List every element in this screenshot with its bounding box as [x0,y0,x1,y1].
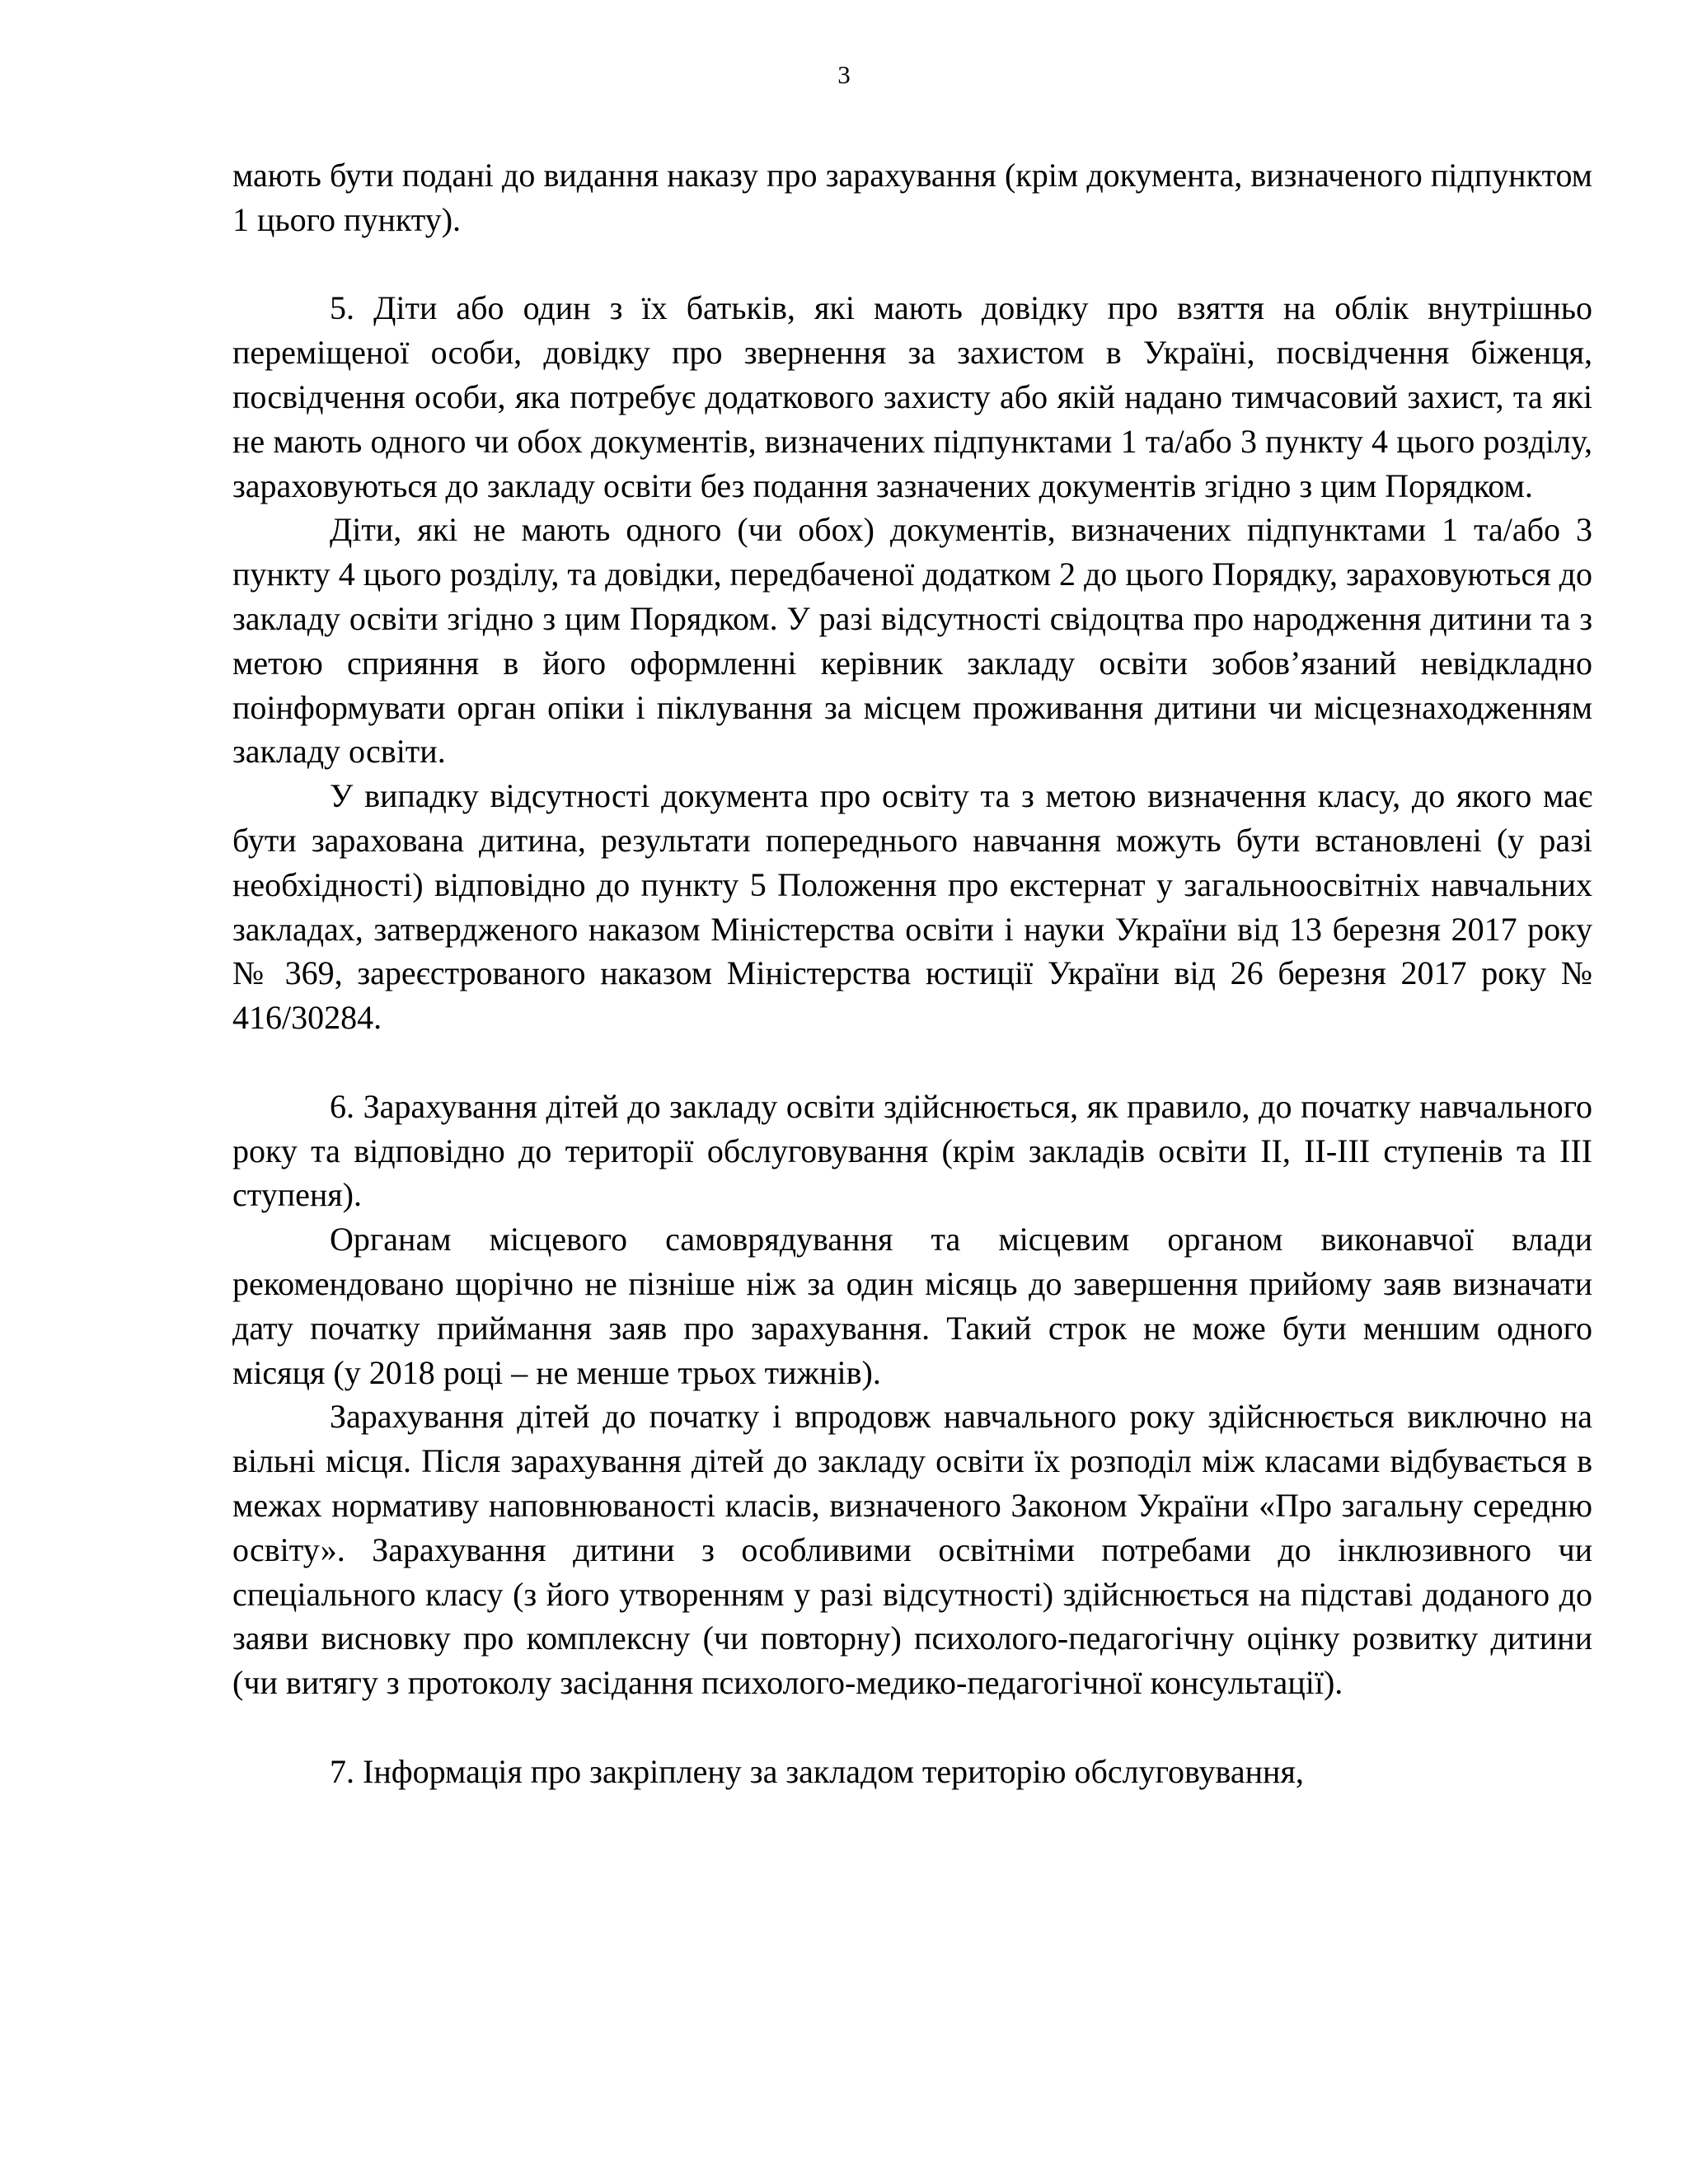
document-body [232,153,1592,1793]
paragraph-item-5: 5. Діти або один з їх батьків, які мають довідку про взяття на облік внутрішньо переміщеної особи, довідку про звернення за захистом в Україні, посвідчення біженця, посвідчення особи, яка потребує додаткового захисту або якій надано тимчасовий захист, та які не мають одного чи обох документів, визначених підпунктами 1 та/або 3 пункту 4 цього розділу, зараховуються до закладу освіти без подання зазначених документів згідно з цим Порядком. [232,289,1592,504]
paragraph-item-5-children-without-documents: Діти, які не мають одного (чи обох) документів, визначених підпунктами 1 та/або 3 пункту 4 цього розділу, та довідки, передбаченої додатком 2 до цього Порядку, зараховуються до закладу освіти згідно з цим Порядком. У разі відсутності свідоцтва про народження дитини та з метою сприяння в його оформленні керівник закладу освіти зобов’язаний невідкладно поінформувати орган опіки і піклування за місцем проживання дитини чи місцезнаходженням закладу освіти. [232,511,1592,771]
paragraph-item-6: 6. Зарахування дітей до закладу освіти здійснюється, як правило, до початку навчального року та відповідно до території обслуговування (крім закладів освіти II, II-III ступенів та III ступеня). [232,1087,1592,1214]
paragraph-item-5-no-education-document: У випадку відсутності документа про освіту та з метою визначення класу, до якого має бути зарахована дитина, результати попереднього навчання можуть бути встановлені (у разі необхідності) відповідно до пункту 5 Положення про екстернат у загальноосвітніх навчальних закладах, затвердженого наказом Міністерства освіти і науки України від 13 березня 2017 року № 369, зареєстрованого наказом Міністерства юстиції України від 26 березня 2017 року № 416/30284. [232,777,1592,1037]
page-number: 3 [837,60,851,89]
paragraph-item-6-free-places: Зарахування дітей до початку і впродовж навчального року здійснюється виключно на вільні місця. Після зарахування дітей до закладу освіти їх розподіл між класами відбувається в межах нормативу наповнюваності класів, визначеного Законом України «Про загальну середню освіту». Зарахування дитини з особливими освітніми потребами до інклюзивного чи спеціального класу (з його утворенням у разі відсутності) здійснюється на підставі доданого до заяви висновку про комплексну (чи повторну) психолого-педагогічну оцінку розвитку дитини (чи витягу з протоколу засідання психолого-медико-педагогічної консультації). [232,1398,1592,1702]
paragraph-item-7: 7. Інформація про закріплену за закладом територію обслуговування, [330,1752,1304,1790]
paragraph-item-6-local-authorities: Органам місцевого самоврядування та місцевим органом виконавчої влади рекомендовано щорічно не пізніше ніж за один місяць до завершення прийому заяв визначати дату початку приймання заяв про зарахування. Такий строк не може бути меншим одного місяця (у 2018 році – не менше трьох тижнів). [232,1221,1592,1391]
paragraph-continuation: мають бути подані до видання наказу про зарахування (крім документа, визначеного підпунктом 1 цього пункту). [232,157,1592,238]
